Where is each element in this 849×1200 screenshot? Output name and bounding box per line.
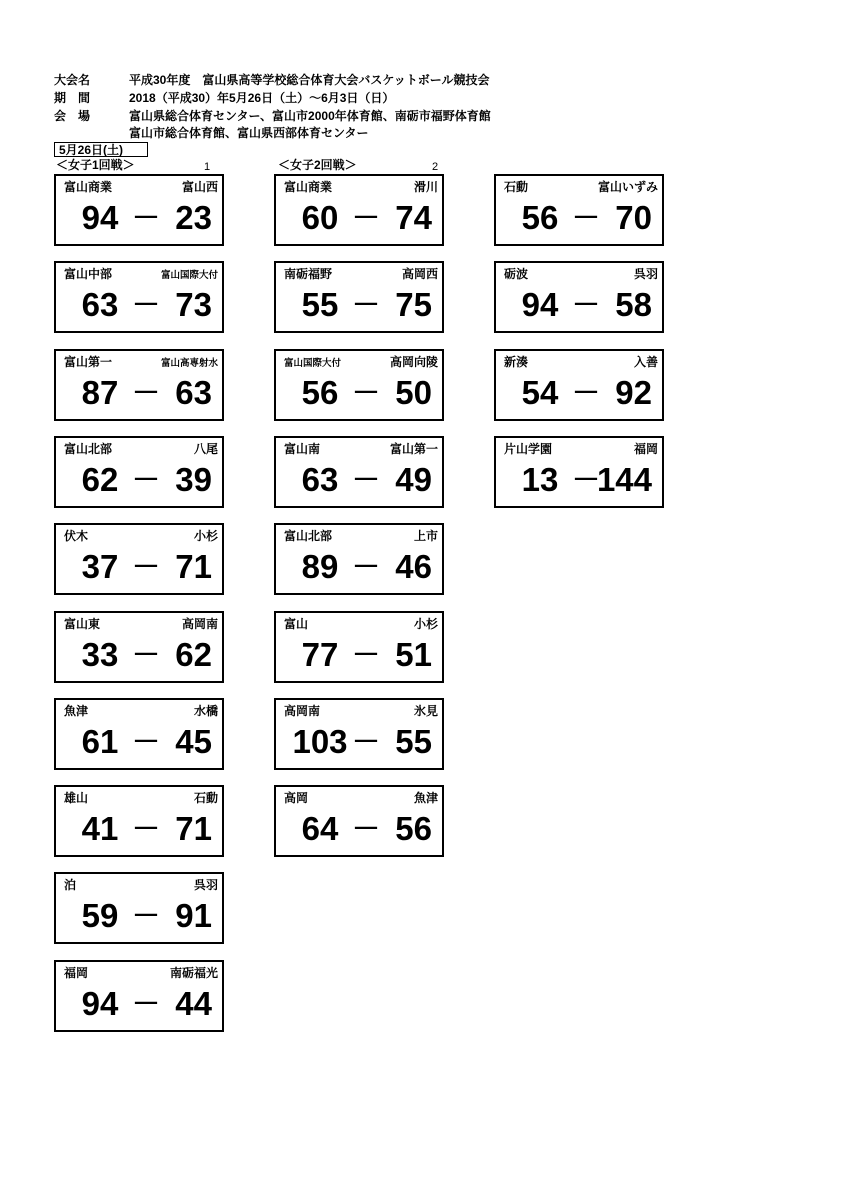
game-card <box>274 785 444 857</box>
score-separator: － <box>132 813 161 844</box>
team-a-name: 富山商業 <box>284 180 333 194</box>
team-a-score: 37 <box>81 548 119 585</box>
venue-value-1: 富山県総合体育センター、富山市2000年体育館、南砺市福野体育館 <box>129 109 491 123</box>
game-card <box>54 960 224 1032</box>
team-a-score: 55 <box>301 286 339 323</box>
team-b-score: 58 <box>615 286 652 323</box>
team-b-name: 上市 <box>413 529 438 543</box>
score-separator: － <box>132 551 161 582</box>
section-number-2: 2 <box>432 161 439 173</box>
team-b-name: 富山いずみ <box>597 180 658 194</box>
team-b-name: 氷見 <box>413 704 438 718</box>
team-b-score: 56 <box>395 810 432 847</box>
team-b-score: 63 <box>175 374 212 411</box>
game-card <box>274 349 444 421</box>
team-a-score: 63 <box>301 461 339 498</box>
team-b-score: 75 <box>395 286 432 323</box>
game-card <box>54 436 224 508</box>
score-separator: － <box>352 551 381 582</box>
team-b-score: 50 <box>395 374 432 411</box>
team-a-name: 雄山 <box>64 791 89 805</box>
team-a-name: 富山東 <box>64 617 101 631</box>
score-separator: － <box>352 726 381 757</box>
game-card <box>274 698 444 770</box>
team-b-name: 滑川 <box>413 180 438 194</box>
game-card <box>274 261 444 333</box>
team-a-name: 南砺福野 <box>284 267 333 281</box>
score-separator: － <box>132 639 161 670</box>
team-a-name: 富山商業 <box>64 180 113 194</box>
team-a-score: 64 <box>301 810 339 847</box>
team-a-name: 魚津 <box>64 704 89 718</box>
team-a-score: 89 <box>301 548 339 585</box>
game-card <box>274 436 444 508</box>
game-card <box>54 872 224 944</box>
team-b-score: 55 <box>395 723 432 760</box>
team-b-score: 49 <box>395 461 432 498</box>
team-a-score: 103 <box>292 723 348 760</box>
team-a-name: 砺波 <box>504 267 529 281</box>
header-venue <box>54 108 614 124</box>
section-title-1: ＜女子1回戦＞ <box>56 158 135 172</box>
team-b-name: 福岡 <box>633 442 658 456</box>
team-a-name: 伏木 <box>64 529 89 543</box>
team-a-name: 富山南 <box>284 442 321 456</box>
team-b-name: 呉羽 <box>633 267 658 281</box>
score-separator: － <box>352 813 381 844</box>
score-separator: － <box>352 202 381 233</box>
game-card <box>54 174 224 246</box>
team-b-name: 富山高専射水 <box>160 358 218 369</box>
game-card <box>54 349 224 421</box>
team-b-name: 高岡西 <box>401 267 438 281</box>
venue-label: 会 場 <box>54 109 91 123</box>
team-b-score: 62 <box>175 636 212 673</box>
team-a-name: 富山北部 <box>284 529 333 543</box>
score-separator: － <box>352 639 381 670</box>
section-title-2: ＜女子2回戦＞ <box>278 158 357 172</box>
team-b-score: 39 <box>175 461 212 498</box>
score-separator: － <box>132 202 161 233</box>
game-card <box>54 261 224 333</box>
score-separator: － <box>132 726 161 757</box>
venue-value-2: 富山市総合体育館、富山県西部体育センター <box>129 126 369 140</box>
tournament-name: 平成30年度 富山県高等学校総合体育大会バスケットボール競技会 <box>129 73 490 87</box>
period-label: 期 間 <box>54 91 91 105</box>
score-separator: － <box>132 289 161 320</box>
score-separator: － <box>352 464 381 495</box>
team-b-score: 73 <box>175 286 212 323</box>
game-card <box>494 349 664 421</box>
header-tournament <box>54 72 614 88</box>
team-a-name: 富山第一 <box>64 355 113 369</box>
team-b-name: 八尾 <box>193 442 218 456</box>
team-b-score: 45 <box>175 723 212 760</box>
team-a-score: 62 <box>81 461 119 498</box>
game-card <box>54 611 224 683</box>
team-a-score: 54 <box>521 374 559 411</box>
team-b-name: 富山第一 <box>389 442 438 456</box>
team-a-name: 高岡南 <box>284 704 321 718</box>
team-a-name: 富山北部 <box>64 442 113 456</box>
score-separator: － <box>352 289 381 320</box>
game-card <box>54 785 224 857</box>
team-a-name: 新湊 <box>504 355 529 369</box>
header-period <box>54 90 614 106</box>
game-card <box>54 698 224 770</box>
team-a-score: 33 <box>81 636 119 673</box>
team-b-score: 44 <box>175 985 212 1022</box>
team-a-score: 63 <box>81 286 119 323</box>
score-separator: － <box>352 377 381 408</box>
team-b-score: 92 <box>615 374 652 411</box>
team-a-score: 56 <box>521 199 559 236</box>
team-b-score: 74 <box>395 199 432 236</box>
score-separator: － <box>572 464 601 495</box>
game-card <box>494 174 664 246</box>
team-b-name: 入善 <box>633 355 658 369</box>
team-a-name: 高岡 <box>284 791 309 805</box>
game-card <box>274 611 444 683</box>
score-separator: － <box>132 377 161 408</box>
team-b-name: 高岡向陵 <box>389 355 438 369</box>
game-card <box>494 436 664 508</box>
team-a-name: 富山中部 <box>64 267 113 281</box>
team-b-name: 小杉 <box>413 617 438 631</box>
team-b-score: 144 <box>596 461 652 498</box>
team-a-name: 富山 <box>284 617 309 631</box>
team-a-name: 福岡 <box>64 966 89 980</box>
score-separator: － <box>572 289 601 320</box>
team-a-name: 石動 <box>504 180 529 194</box>
team-a-score: 61 <box>81 723 119 760</box>
team-a-name: 泊 <box>64 878 77 892</box>
game-card <box>54 523 224 595</box>
team-a-score: 94 <box>81 985 119 1022</box>
team-b-score: 71 <box>175 810 212 847</box>
team-b-name: 富山西 <box>181 180 218 194</box>
team-b-score: 51 <box>395 636 432 673</box>
team-b-score: 71 <box>175 548 212 585</box>
score-separator: － <box>132 900 161 931</box>
team-a-score: 56 <box>301 374 339 411</box>
team-a-score: 87 <box>81 374 119 411</box>
team-a-score: 59 <box>81 897 119 934</box>
team-b-name: 南砺福光 <box>169 966 218 980</box>
team-b-name: 石動 <box>193 791 218 805</box>
team-a-score: 13 <box>521 461 559 498</box>
tournament-label: 大会名 <box>54 73 91 87</box>
date-box: 5月26日(土) <box>54 142 148 157</box>
team-b-name: 富山国際大付 <box>160 270 218 281</box>
team-b-name: 水橋 <box>193 704 218 718</box>
period-value: 2018（平成30）年5月26日（土）～6月3日（日） <box>129 91 395 105</box>
team-b-name: 小杉 <box>193 529 218 543</box>
game-card <box>274 174 444 246</box>
team-a-name: 片山学園 <box>504 442 553 456</box>
game-card <box>274 523 444 595</box>
team-b-name: 呉羽 <box>193 878 218 892</box>
score-separator: － <box>132 464 161 495</box>
game-card <box>494 261 664 333</box>
score-separator: － <box>572 377 601 408</box>
team-b-score: 23 <box>175 199 212 236</box>
score-separator: － <box>132 988 161 1019</box>
team-a-score: 60 <box>301 199 339 236</box>
team-a-score: 41 <box>81 810 119 847</box>
team-b-score: 46 <box>395 548 432 585</box>
team-b-name: 魚津 <box>413 791 438 805</box>
team-b-score: 70 <box>615 199 652 236</box>
team-a-score: 77 <box>301 636 339 673</box>
header-venue-2 <box>54 125 614 141</box>
team-a-score: 94 <box>81 199 119 236</box>
section-number-1: 1 <box>204 161 211 173</box>
score-separator: － <box>572 202 601 233</box>
team-a-name: 富山国際大付 <box>284 358 342 369</box>
team-b-score: 91 <box>175 897 212 934</box>
team-a-score: 94 <box>521 286 559 323</box>
team-b-name: 高岡南 <box>181 617 218 631</box>
